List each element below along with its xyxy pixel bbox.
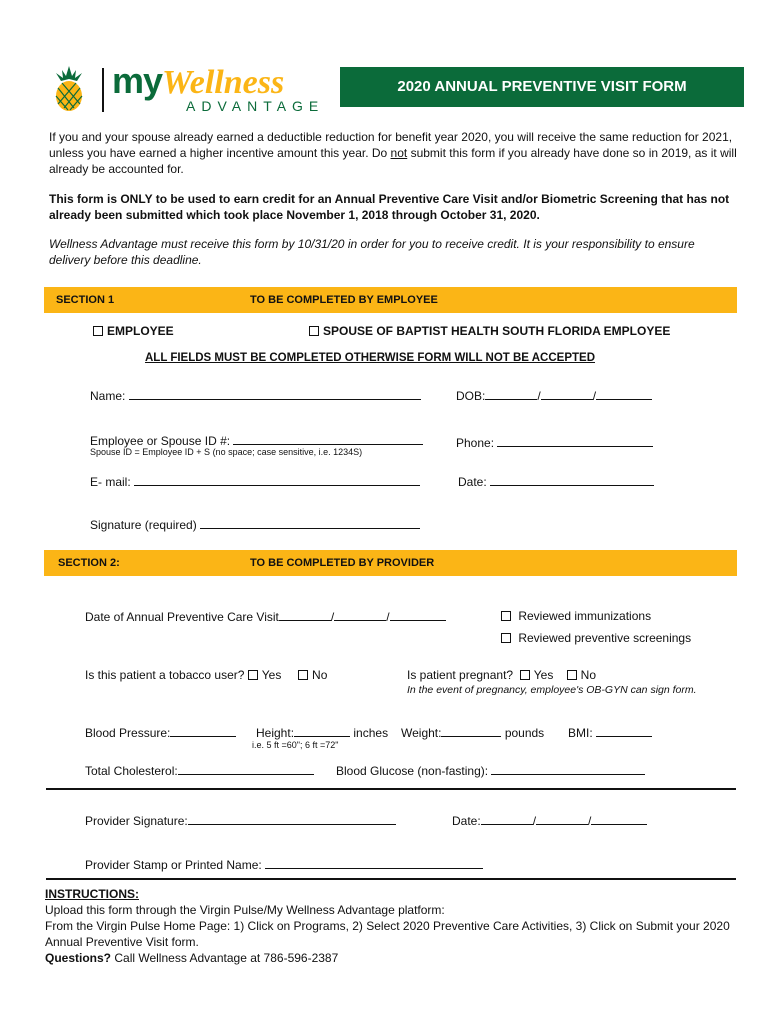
provider-month-line[interactable] bbox=[481, 812, 533, 825]
provider-signature-label: Provider Signature: bbox=[85, 814, 188, 828]
visit-year-line[interactable] bbox=[390, 608, 446, 621]
section1-bar bbox=[44, 287, 737, 313]
reviewed-screenings-option[interactable] bbox=[501, 630, 691, 646]
name-field[interactable] bbox=[90, 387, 421, 404]
dob-label: DOB: bbox=[456, 389, 486, 403]
height-label: Height: bbox=[256, 726, 295, 740]
signature-label: Signature (required) bbox=[90, 518, 197, 532]
form-title: 2020 ANNUAL PREVENTIVE VISIT FORM bbox=[397, 78, 687, 95]
section2-bar bbox=[44, 550, 737, 576]
weight-label: Weight: bbox=[401, 726, 442, 740]
cholesterol-line[interactable] bbox=[178, 762, 314, 775]
section2-label: SECTION 2: bbox=[58, 557, 120, 569]
cholesterol-field[interactable] bbox=[85, 762, 314, 779]
tobacco-yes-label: Yes bbox=[261, 668, 282, 682]
questions-text: Call Wellness Advantage at 786-596-2387 bbox=[111, 951, 339, 965]
glucose-field[interactable] bbox=[336, 762, 645, 779]
instructions-heading: INSTRUCTIONS: bbox=[45, 887, 139, 901]
glucose-line[interactable] bbox=[491, 762, 645, 775]
phone-field[interactable] bbox=[456, 434, 653, 451]
bmi-line[interactable] bbox=[596, 724, 652, 737]
bp-label: Blood Pressure: bbox=[85, 726, 171, 740]
instructions bbox=[45, 886, 745, 966]
screenings-checkbox[interactable] bbox=[501, 633, 511, 643]
provider-stamp-field[interactable] bbox=[85, 856, 483, 873]
pregnant-yes-checkbox[interactable] bbox=[520, 670, 530, 680]
signature-field[interactable] bbox=[90, 516, 420, 533]
visit-date-label: Date of Annual Preventive Care Visit bbox=[85, 610, 279, 624]
tobacco-no-label: No bbox=[312, 668, 328, 682]
section1-label: SECTION 1 bbox=[56, 294, 115, 306]
weight-line[interactable] bbox=[441, 724, 501, 737]
bmi-field[interactable] bbox=[568, 724, 652, 741]
option-employee[interactable] bbox=[93, 323, 174, 339]
instructions-line-1: Upload this form through the Virgin Pulse/My Wellness Advantage platform: bbox=[45, 903, 445, 917]
section1-title: TO BE COMPLETED BY EMPLOYEE bbox=[250, 294, 438, 306]
height-line[interactable] bbox=[294, 724, 350, 737]
cholesterol-label: Total Cholesterol: bbox=[85, 764, 178, 778]
pregnant-question bbox=[407, 667, 596, 683]
option-spouse-label: SPOUSE OF BAPTIST HEALTH SOUTH FLORIDA EMPLOYEE bbox=[323, 324, 671, 338]
divider-bottom bbox=[46, 878, 736, 880]
provider-year-line[interactable] bbox=[591, 812, 647, 825]
logo-divider bbox=[102, 68, 104, 112]
glucose-label: Blood Glucose (non-fasting): bbox=[336, 764, 489, 778]
divider-top bbox=[46, 788, 736, 790]
provider-day-line[interactable] bbox=[536, 812, 588, 825]
provider-stamp-label: Provider Stamp or Printed Name: bbox=[85, 858, 262, 872]
pounds-label: pounds bbox=[504, 726, 545, 740]
email-label: E- mail: bbox=[90, 475, 131, 489]
date-field[interactable] bbox=[458, 473, 654, 490]
date-label: Date: bbox=[458, 475, 487, 489]
inches-label: inches bbox=[353, 726, 389, 740]
name-label: Name: bbox=[90, 389, 126, 403]
pregnant-label: Is patient pregnant? bbox=[407, 668, 514, 682]
visit-day-line[interactable] bbox=[334, 608, 386, 621]
provider-date-label: Date: bbox=[452, 814, 481, 828]
tobacco-label: Is this patient a tobacco user? bbox=[85, 668, 245, 682]
tobacco-question bbox=[85, 667, 327, 683]
logo-advantage: ADVANTAGE bbox=[186, 98, 325, 114]
intro-paragraph-2: This form is ONLY to be used to earn credit for an Annual Preventive Care Visit and/or Biometric Screening that has not already been submitted which took place November 1, 2018 through October 31, 2020. bbox=[49, 192, 730, 222]
visit-month-line[interactable] bbox=[279, 608, 331, 621]
reviewed-immunizations-option[interactable] bbox=[501, 608, 651, 624]
height-hint: i.e. 5 ft =60"; 6 ft =72" bbox=[252, 740, 339, 750]
dob-month-line[interactable] bbox=[485, 387, 537, 400]
immunizations-label: Reviewed immunizations bbox=[518, 609, 652, 623]
option-spouse[interactable] bbox=[309, 323, 670, 339]
dob-day-line[interactable] bbox=[541, 387, 593, 400]
name-line[interactable] bbox=[129, 387, 421, 400]
height-field[interactable] bbox=[256, 724, 388, 741]
pregnant-no-checkbox[interactable] bbox=[567, 670, 577, 680]
bmi-label: BMI: bbox=[568, 726, 593, 740]
intro-paragraph-3: Wellness Advantage must receive this form by 10/31/20 in order for you to receive credit. It is your responsibility to ensure delivery before this deadline. bbox=[49, 237, 695, 267]
id-label: Employee or Spouse ID #: bbox=[90, 434, 231, 448]
logo bbox=[44, 60, 334, 114]
tobacco-yes-checkbox[interactable] bbox=[248, 670, 258, 680]
id-hint: Spouse ID = Employee ID + S (no space; case sensitive, i.e. 1234S) bbox=[90, 447, 363, 457]
weight-field[interactable] bbox=[401, 724, 544, 741]
pregnant-no-label: No bbox=[580, 668, 597, 682]
date-line[interactable] bbox=[490, 473, 654, 486]
email-line[interactable] bbox=[134, 473, 420, 486]
phone-label: Phone: bbox=[456, 436, 495, 450]
pregnant-yes-label: Yes bbox=[533, 668, 554, 682]
spouse-checkbox[interactable] bbox=[309, 326, 319, 336]
intro-paragraph-1 bbox=[49, 129, 739, 177]
provider-signature-line[interactable] bbox=[188, 812, 396, 825]
pineapple-icon bbox=[44, 64, 94, 112]
bp-field[interactable] bbox=[85, 724, 236, 741]
bp-line[interactable] bbox=[170, 724, 236, 737]
phone-line[interactable] bbox=[497, 434, 653, 447]
intro-text-a: If you and your spouse already earned a deductible reduction for benefit year 2020, you will receive the same reduction for 2021, unless you have earned a higher incentive amount this year. Do bbox=[49, 130, 733, 160]
provider-date-field[interactable]: Date: / / bbox=[452, 812, 647, 829]
instructions-line-2: From the Virgin Pulse Home Page: 1) Click on Programs, 2) Select 2020 Preventive Care Activities, 3) Click on Submit your 2020 Annual Preventive Visit form. bbox=[45, 919, 730, 949]
id-line[interactable] bbox=[233, 432, 423, 445]
tobacco-no-checkbox[interactable] bbox=[298, 670, 308, 680]
instructions-questions bbox=[45, 950, 745, 966]
screenings-label: Reviewed preventive screenings bbox=[518, 631, 692, 645]
option-employee-label: EMPLOYEE bbox=[107, 324, 174, 338]
immunizations-checkbox[interactable] bbox=[501, 611, 511, 621]
provider-signature-field[interactable] bbox=[85, 812, 396, 829]
employee-checkbox[interactable] bbox=[93, 326, 103, 336]
questions-label: Questions? bbox=[45, 951, 112, 965]
signature-line[interactable] bbox=[200, 516, 420, 529]
logo-my: my bbox=[112, 60, 163, 101]
section2-title: TO BE COMPLETED BY PROVIDER bbox=[250, 557, 435, 569]
logo-wellness: Wellness bbox=[162, 64, 285, 101]
provider-stamp-line[interactable] bbox=[265, 856, 483, 869]
required-notice: ALL FIELDS MUST BE COMPLETED OTHERWISE FORM WILL NOT BE ACCEPTED bbox=[145, 352, 595, 364]
dob-field[interactable]: DOB: / / bbox=[456, 387, 652, 404]
intro-not: not bbox=[390, 146, 408, 160]
email-field[interactable] bbox=[90, 473, 420, 490]
intro-text-b: submit this form if you already have done so in 2019, as it will already be accounted for. bbox=[49, 146, 737, 176]
visit-date-field[interactable]: Date of Annual Preventive Care Visit / / bbox=[85, 608, 446, 625]
form-title-bar bbox=[340, 67, 744, 107]
dob-year-line[interactable] bbox=[596, 387, 652, 400]
pregnancy-note: In the event of pregnancy, employee's OB-GYN can sign form. bbox=[407, 684, 697, 696]
